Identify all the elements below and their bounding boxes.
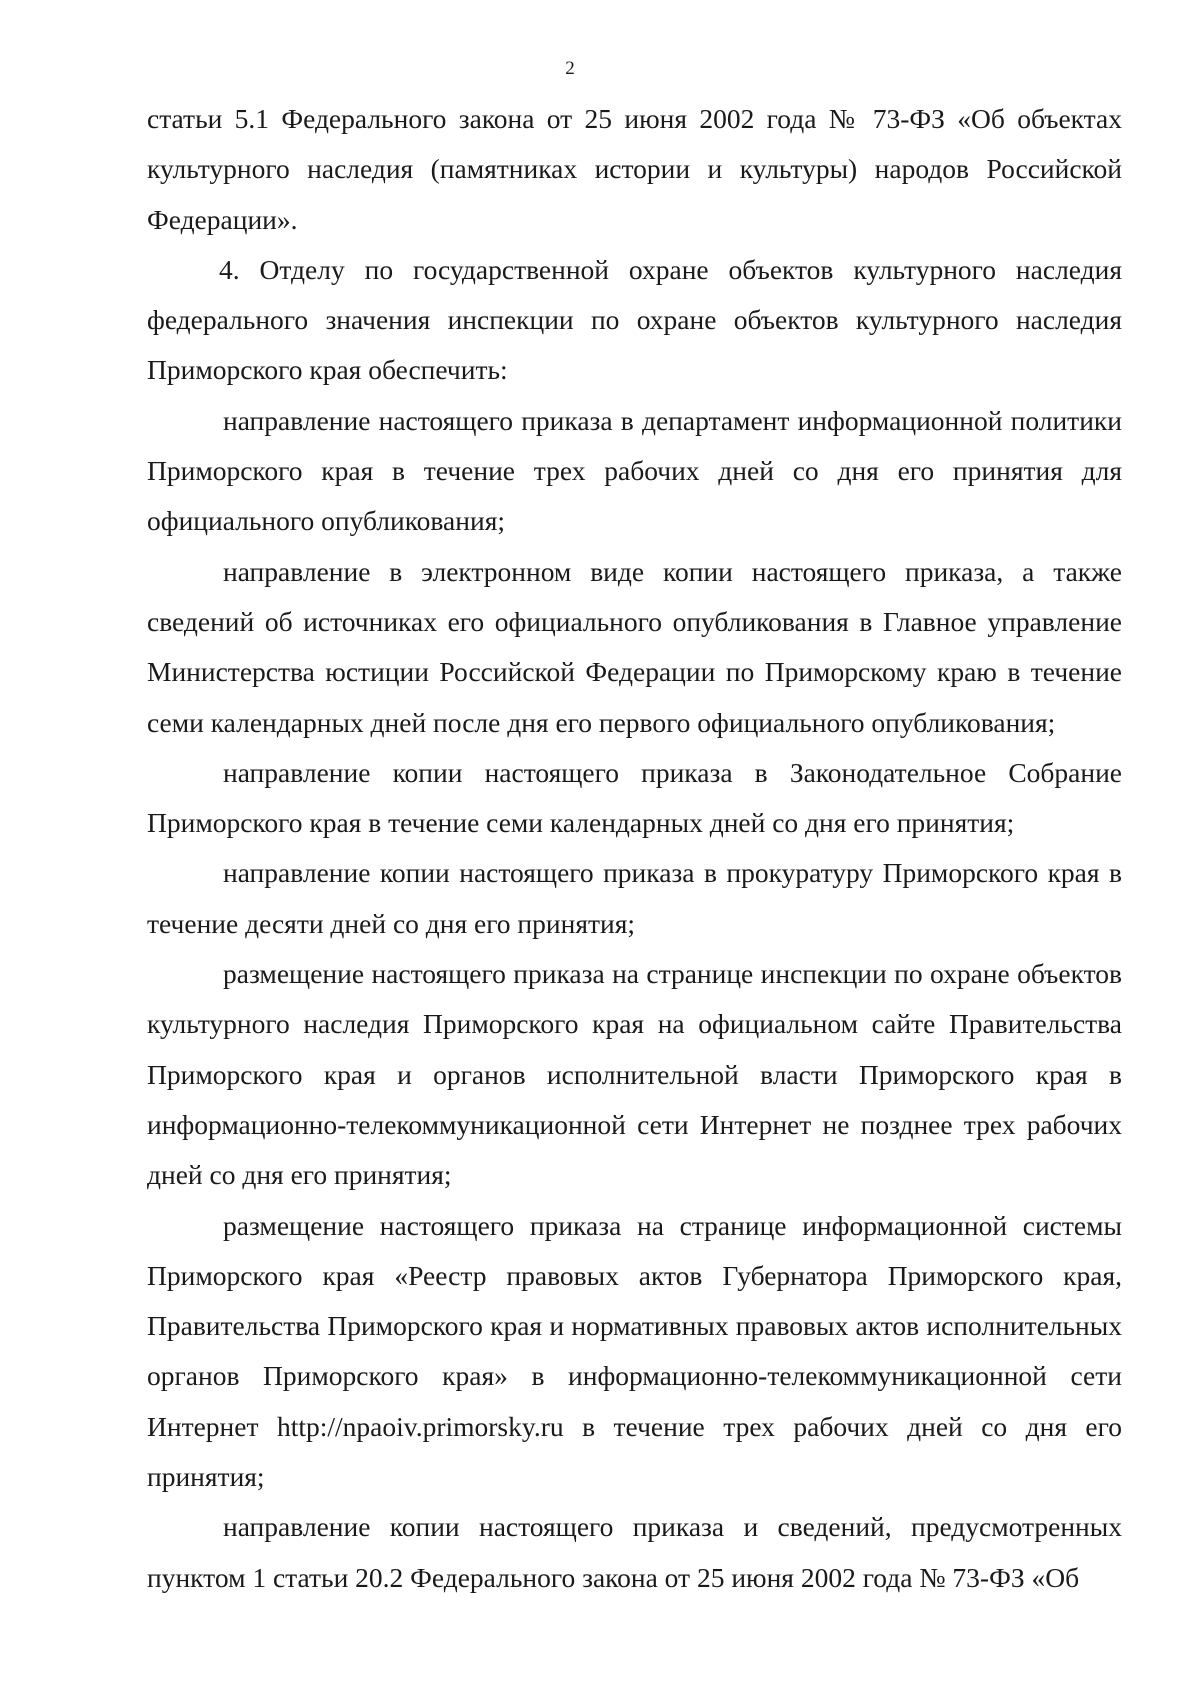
paragraph-law-reference: статьи 5.1 Федерального закона от 25 июня 2002 года № 73-ФЗ «Об объектах культурного наследия (памятниках истории и культуры) народов Российской Федерации». — [147, 103, 1122, 235]
paragraph-copy-and-information: направление копии настоящего приказа и сведений, предусмотренных пунктом 1 статьи 20.2 Федерального закона от 25 июня 2002 года № 73-ФЗ «Об — [147, 1511, 1122, 1593]
paragraph-item-4: 4. Отделу по государственной охране объектов культурного наследия федерального значения инспекции по охране объектов культурного наследия Приморского края обеспечить: — [147, 253, 1122, 386]
page-number: 2 — [565, 58, 575, 79]
document-body — [147, 94, 1122, 1603]
paragraph-website-placement: размещение настоящего приказа на странице инспекции по охране объектов культурного наследия Приморского края на официальном сайте Правительства Приморского края и органов исполнительной власти Приморского края в информационно-телекоммуникационной сети Интернет не позднее трех рабочих дней со дня его принятия; — [147, 958, 1122, 1191]
paragraph-publication-direction: направление настоящего приказа в департамент информационной политики Приморского края в течение трех рабочих дней со дня его принятия для официального опубликования; — [147, 404, 1122, 537]
paragraph-legislative-assembly: направление копии настоящего приказа в Законодательное Собрание Приморского края в течение семи календарных дней со дня его принятия; — [147, 756, 1122, 839]
paragraph-ministry-of-justice: направление в электронном виде копии настоящего приказа, а также сведений об источниках его официального опубликования в Главное управление Министерства юстиции Российской Федерации по Приморскому краю в течение семи календарных дней после дня его первого официального опубликования; — [147, 555, 1122, 738]
paragraph-registry-placement: размещение настоящего приказа на странице информационной системы Приморского края «Реестр правовых актов Губернатора Приморского края, Правительства Приморского края и нормативных правовых актов исполнительных органов Приморского края» в информационно-телекоммуникационной сети Интернет http://npaoiv.primorsky.ru в течение трех рабочих дней со дня его принятия; — [147, 1209, 1122, 1493]
paragraph-prosecutor-office: направление копии настоящего приказа в прокуратуру Приморского края в течение десяти дней со дня его принятия; — [147, 857, 1122, 939]
